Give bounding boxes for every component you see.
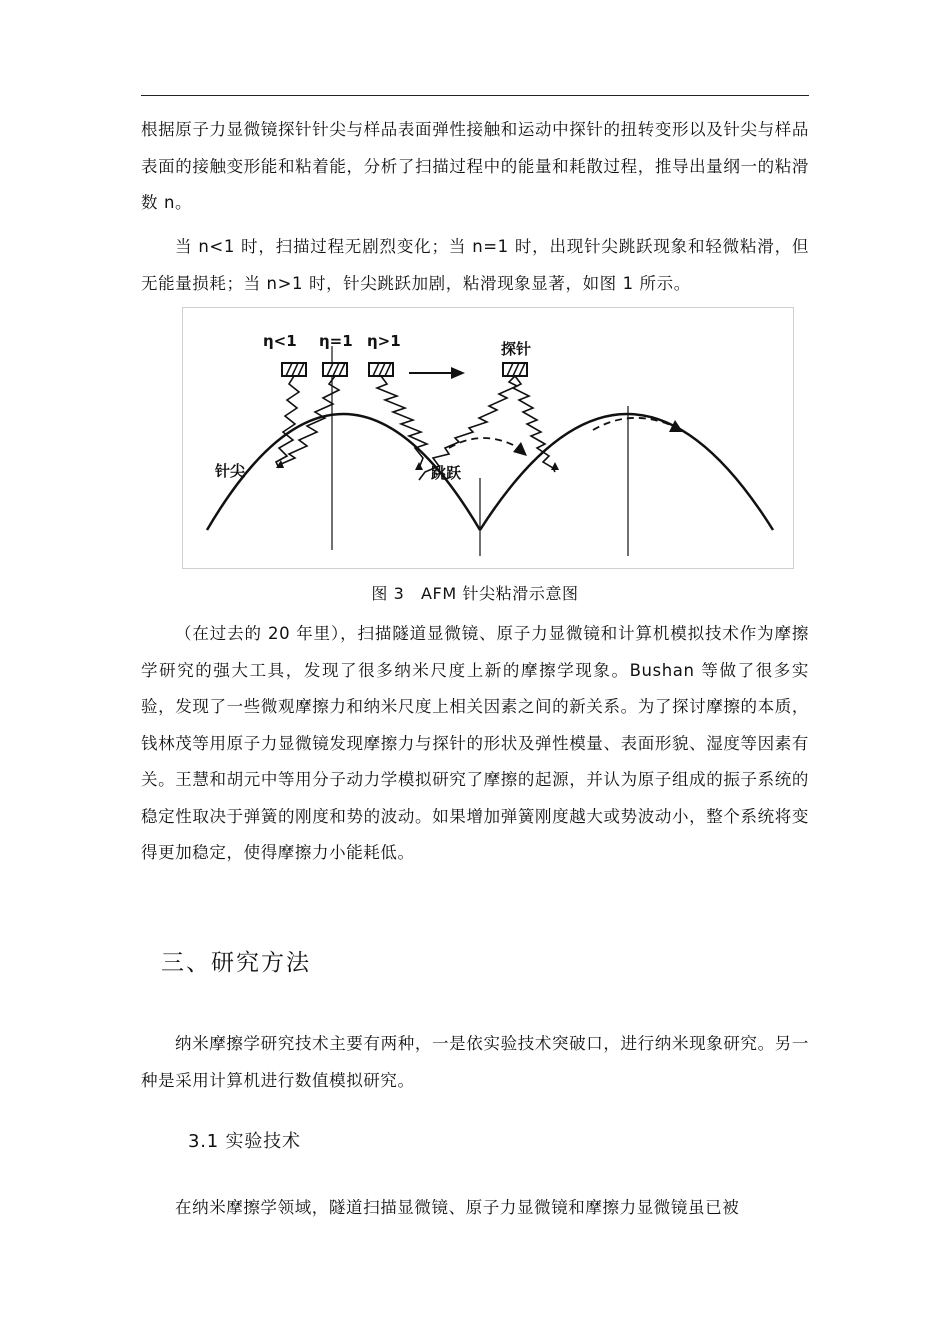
jump-arrow-icon [513, 442, 527, 456]
spring-n-less [276, 376, 299, 468]
probe-holder-n-equal [323, 363, 347, 376]
label-jump: 跳跃 [431, 464, 462, 482]
tip-marker-middle [415, 462, 423, 470]
spring-n-greater [377, 376, 427, 468]
paragraph-experimental-techniques: 在纳米摩擦学领域，隧道扫描显微镜、原子力显微镜和摩擦力显微镜虽已被 [175, 1198, 740, 1217]
afm-stick-slip-diagram [183, 308, 793, 568]
spring-probe-right [513, 376, 555, 472]
jump-arrow-dashed [449, 438, 519, 448]
probe-holder-probe [503, 363, 527, 376]
label-tip: 针尖 [215, 462, 246, 480]
paragraph-stick-slip-number: 当 n<1 时，扫描过程无剧烈变化；当 n=1 时，出现针尖跳跃现象和轻微粘滑，但无能量损耗；当 n>1 时，针尖跳跃加剧，粘滑现象显著，如图 1 所示。 [141, 237, 809, 293]
label-n-equal: η=1 [319, 332, 353, 350]
slide-arrow-icon [669, 420, 683, 432]
paragraph-methods-intro: 纳米摩擦学研究技术主要有两种，一是依实验技术突破口，进行纳米现象研究。另一种是采用计算机进行数值模拟研究。 [141, 1034, 809, 1090]
subsection-heading-experimental-techniques: 3.1 实验技术 [188, 1131, 301, 1152]
direction-arrow-icon [451, 367, 465, 379]
afm-figure [182, 307, 794, 569]
header-rule [141, 95, 809, 96]
section-heading-research-methods: 三、研究方法 [161, 950, 311, 976]
probe-holder-n-less [282, 363, 306, 376]
probe-holder-n-greater [369, 363, 393, 376]
paragraph-research-background: （在过去的 20 年里），扫描隧道显微镜、原子力显微镜和计算机模拟技术作为摩擦学研究的强大工具，发现了很多纳米尺度上新的摩擦学现象。Bushan 等做了很多实验，发现了一些微观摩擦力和纳米尺度上相关因素之间的新关系。为了探讨摩擦的本质，钱林茂等用原子力显微镜发现摩擦力与探针的形状及弹性模量、表面形貌、湿度等因素有关。王慧和胡元中等用分子动力学模拟研究了摩擦的起源，并认为原子组成的振子系统的稳定性取决于弹簧的刚度和势的波动。如果增加弹簧刚度越大或势波动小，整个系统将变得更加稳定，使得摩擦力小能耗低。 [141, 624, 809, 862]
label-n-less: η<1 [263, 332, 297, 350]
label-probe: 探针 [501, 340, 532, 358]
surface-arc-right [480, 414, 773, 530]
tip-marker-right [551, 462, 559, 470]
figure-caption: 图 3 AFM 针尖粘滑示意图 [371, 584, 579, 603]
label-n-greater: η>1 [367, 332, 401, 350]
paragraph-intro: 根据原子力显微镜探针针尖与样品表面弹性接触和运动中探针的扭转变形以及针尖与样品表面的接触变形能和粘着能，分析了扫描过程中的能量和耗散过程，推导出量纲一的粘滑数 n。 [141, 120, 809, 212]
